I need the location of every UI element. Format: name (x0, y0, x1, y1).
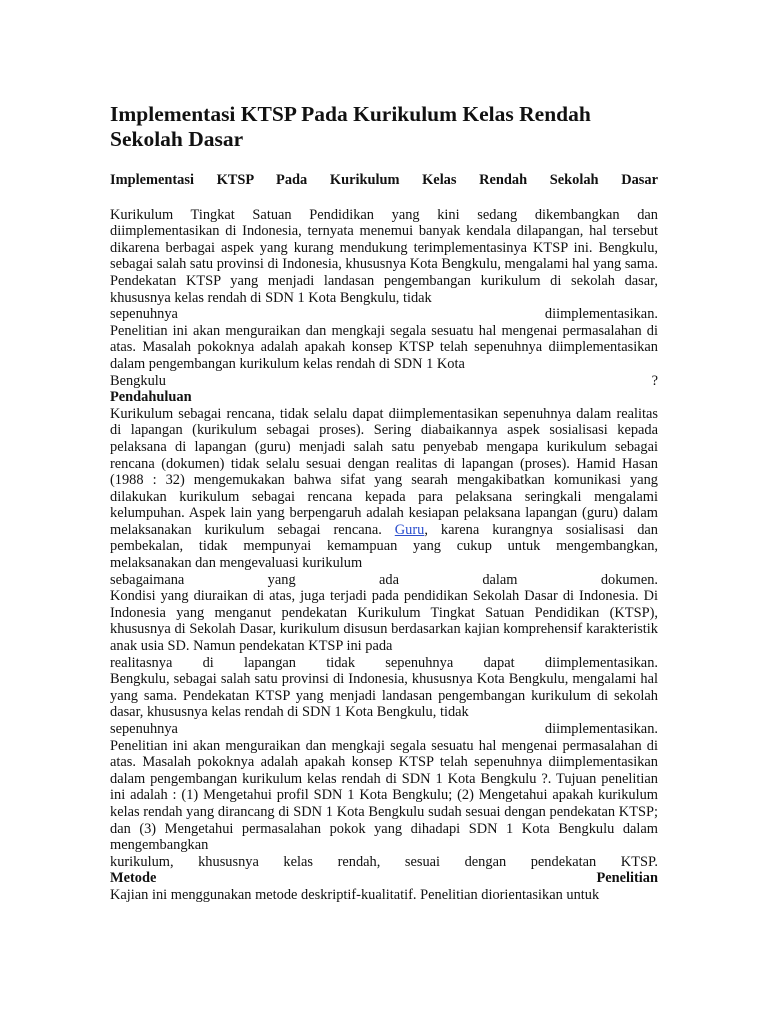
guru-link[interactable]: Guru (394, 521, 425, 538)
intro-paragraph-1-continuation: , karena kurangnya sosialisasi dan pembekalan, tidak mempunyai kemampuan yang cukup untuk mengembangkan, melaksanakan dan mengevaluasi kurikulum (110, 521, 658, 572)
heading-pendahuluan: Pendahuluan (110, 389, 192, 406)
abstract-paragraph-2 (110, 323, 658, 389)
abstract-paragraph-2-last-line: Bengkulu ? (110, 372, 658, 389)
intro-paragraph-1-last-line: sebagaimana yang ada dalam dokumen. (110, 571, 658, 588)
abstract-paragraph-1-last-line: sepenuhnya diimplementasikan. (110, 306, 658, 323)
intro-paragraph-3-text: Bengkulu, sebagai salah satu provinsi di Indonesia, khususnya Kota Bengkulu, mengalami hal yang sama. Pendekatan KTSP yang menjadi landasan pengembangan kurikulum di sekolah dasar, khususnya kelas rendah di SDN 1 Kota Bengkulu, tidak (110, 671, 658, 721)
metode-paragraph-1: Kajian ini menggunakan metode deskriptif-kualitatif. Penelitian diorientasikan untuk (110, 886, 600, 903)
intro-paragraph-4-text: Penelitian ini akan menguraikan dan mengkaji segala sesuatu hal mengenai permasalahan di atas. Masalah pokoknya adalah apakah konsep KTSP telah sepenuhnya diimplementasikan dalam pengembangan kurikulum kelas rendah di SDN 1 Kota Bengkulu ?. Tujuan penelitian ini adalah : (1) Mengetahui profil SDN 1 Kota Bengkulu; (2) Mengetahui apakah kurikulum kelas rendah yang dirancang di SDN 1 Kota Bengkulu sudah sesuai dengan pendekatan KTSP; dan (3) Mengetahui permasalahan pokok yang dihadapi SDN 1 Kota Bengkulu dalam mengembangkan (110, 737, 658, 854)
abstract-paragraph-1 (110, 207, 658, 323)
heading-metode-penelitian: Metode Penelitian (110, 870, 658, 887)
intro-paragraph-2 (110, 588, 658, 671)
intro-paragraph-2-text: Kondisi yang diuraikan di atas, juga terjadi pada pendidikan Sekolah Dasar di Indonesia. Di Indonesia yang menganut pendekatan Kurikulum Tingkat Satuan Pendidikan (KTSP), khususnya di Sekolah Dasar, kurikulum disusun berdasarkan kajian komprehensif karakteristik anak usia SD. Namun pendekatan KTSP ini pada (110, 588, 658, 655)
document-subtitle: Implementasi KTSP Pada Kurikulum Kelas Rendah Sekolah Dasar (110, 172, 658, 188)
abstract-paragraph-2-text: Penelitian ini akan menguraikan dan mengkaji segala sesuatu hal mengenai permasalahan di atas. Masalah pokoknya adalah apakah konsep KTSP telah sepenuhnya diimplementasikan dalam pengembangan kurikulum kelas rendah di SDN 1 Kota (110, 322, 658, 372)
document-page (110, 102, 658, 904)
document-title: Implementasi KTSP Pada Kurikulum Kelas Rendah Sekolah Dasar (110, 102, 591, 151)
intro-paragraph-1-text: Kurikulum sebagai rencana, tidak selalu dapat diimplementasikan sepenuhnya dalam realitas di lapangan (kurikulum sebagai proses). Sering diabaikannya aspek sosialisasi kepada pelaksana di lapangan (guru) menjadi salah satu penyebab mengapa kurikulum sebagai rencana (dokumen) tidak selalu sesuai dengan realitas di lapangan (proses). Hamid Hasan (1988 : 32) mengemukakan bahwa sifat yang searah mengakibatkan komunikasi yang dilakukan kurikulum sebagai rencana kepada para pelaksana seringkali mengalami kelumpuhan. Aspek lain yang berpengaruh adalah kesiapan pelaksana lapangan (guru) dalam melaksanakan kurikulum sebagai rencana. (110, 405, 658, 538)
intro-paragraph-3 (110, 671, 658, 737)
intro-paragraph-1 (110, 406, 658, 589)
intro-paragraph-3-last-line: sepenuhnya diimplementasikan. (110, 721, 658, 737)
intro-paragraph-2-last-line: realitasnya di lapangan tidak sepenuhnya dapat diimplementasikan. (110, 654, 658, 671)
intro-paragraph-4 (110, 738, 658, 871)
abstract-paragraph-1-text: Kurikulum Tingkat Satuan Pendidikan yang kini sedang dikembangkan dan diimplementasikan di Indonesia, ternyata menemui banyak kendala dilapangan, hal tersebut dikarena berbagai aspek yang kurang mendukung terimplementasinya KTSP ini. Bengkulu, sebagai salah satu provinsi di Indonesia, khususnya Kota Bengkulu, mengalami hal yang sama. Pendekatan KTSP yang menjadi landasan pengembangan kurikulum di sekolah dasar, khususnya kelas rendah di SDN 1 Kota Bengkulu, tidak (110, 206, 658, 306)
intro-paragraph-4-last-line: kurikulum, khususnya kelas rendah, sesuai dengan pendekatan KTSP. (110, 853, 658, 870)
